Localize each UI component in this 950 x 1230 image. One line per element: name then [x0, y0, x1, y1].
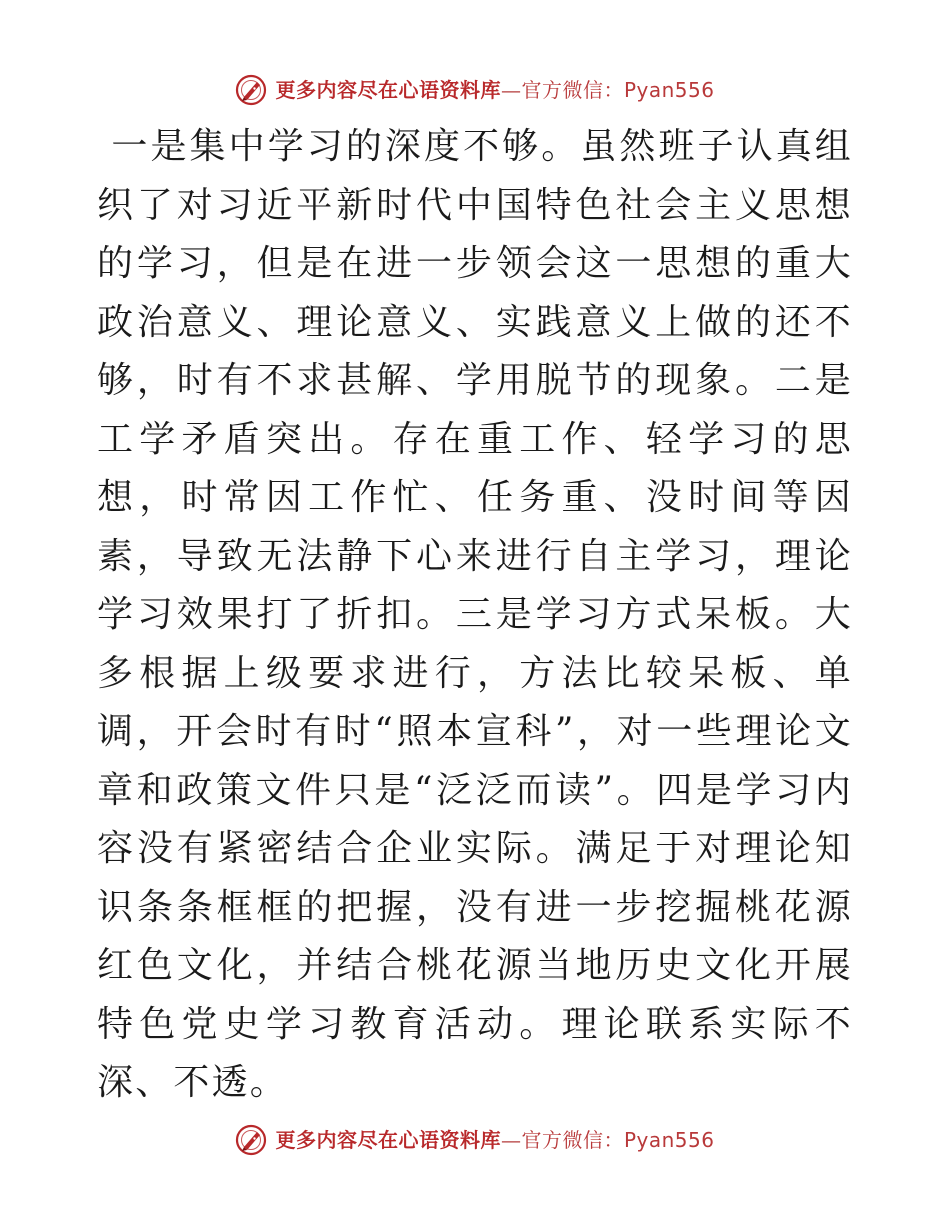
footer-banner: [0, 1120, 950, 1160]
body-paragraph: 一是集中学习的深度不够。虽然班子认真组织了对习近平新时代中国特色社会主义思想的学习，但是在进一步领会这一思想的重大政治意义、理论意义、实践意义上做的还不够，时有不求甚解、学用脱节的现象。二是工学矛盾突出。存在重工作、轻学习的思想，时常因工作忙、任务重、没时间等因素，导致无法静下心来进行自主学习，理论学习效果打了折扣。三是学习方式呆板。大多根据上级要求进行，方法比较呆板、单调，开会时有时“照本宣科”，对一些理论文章和政策文件只是“泛泛而读”。四是学习内容没有紧密结合企业实际。满足于对理论知识条条框框的把握，没有进一步挖掘桃花源红色文化，并结合桃花源当地历史文化开展特色党史学习教育活动。理论联系实际不深、不透。: [97, 126, 853, 1103]
pen-nib-logo-icon: [235, 1124, 267, 1156]
header-banner-text: [275, 78, 714, 102]
footer-brand-text: 更多内容尽在心语资料库: [275, 1128, 501, 1152]
header-brand-text: 更多内容尽在心语资料库: [275, 78, 501, 102]
header-separator: —: [500, 78, 522, 102]
footer-banner-text: [275, 1128, 714, 1152]
header-wechat-text: 官方微信：Pyan556: [521, 78, 715, 102]
document-body: [97, 118, 853, 1113]
footer-separator: —: [500, 1128, 522, 1152]
footer-wechat-text: 官方微信：Pyan556: [521, 1128, 715, 1152]
pen-nib-logo-icon: [235, 74, 267, 106]
header-banner: [0, 70, 950, 110]
